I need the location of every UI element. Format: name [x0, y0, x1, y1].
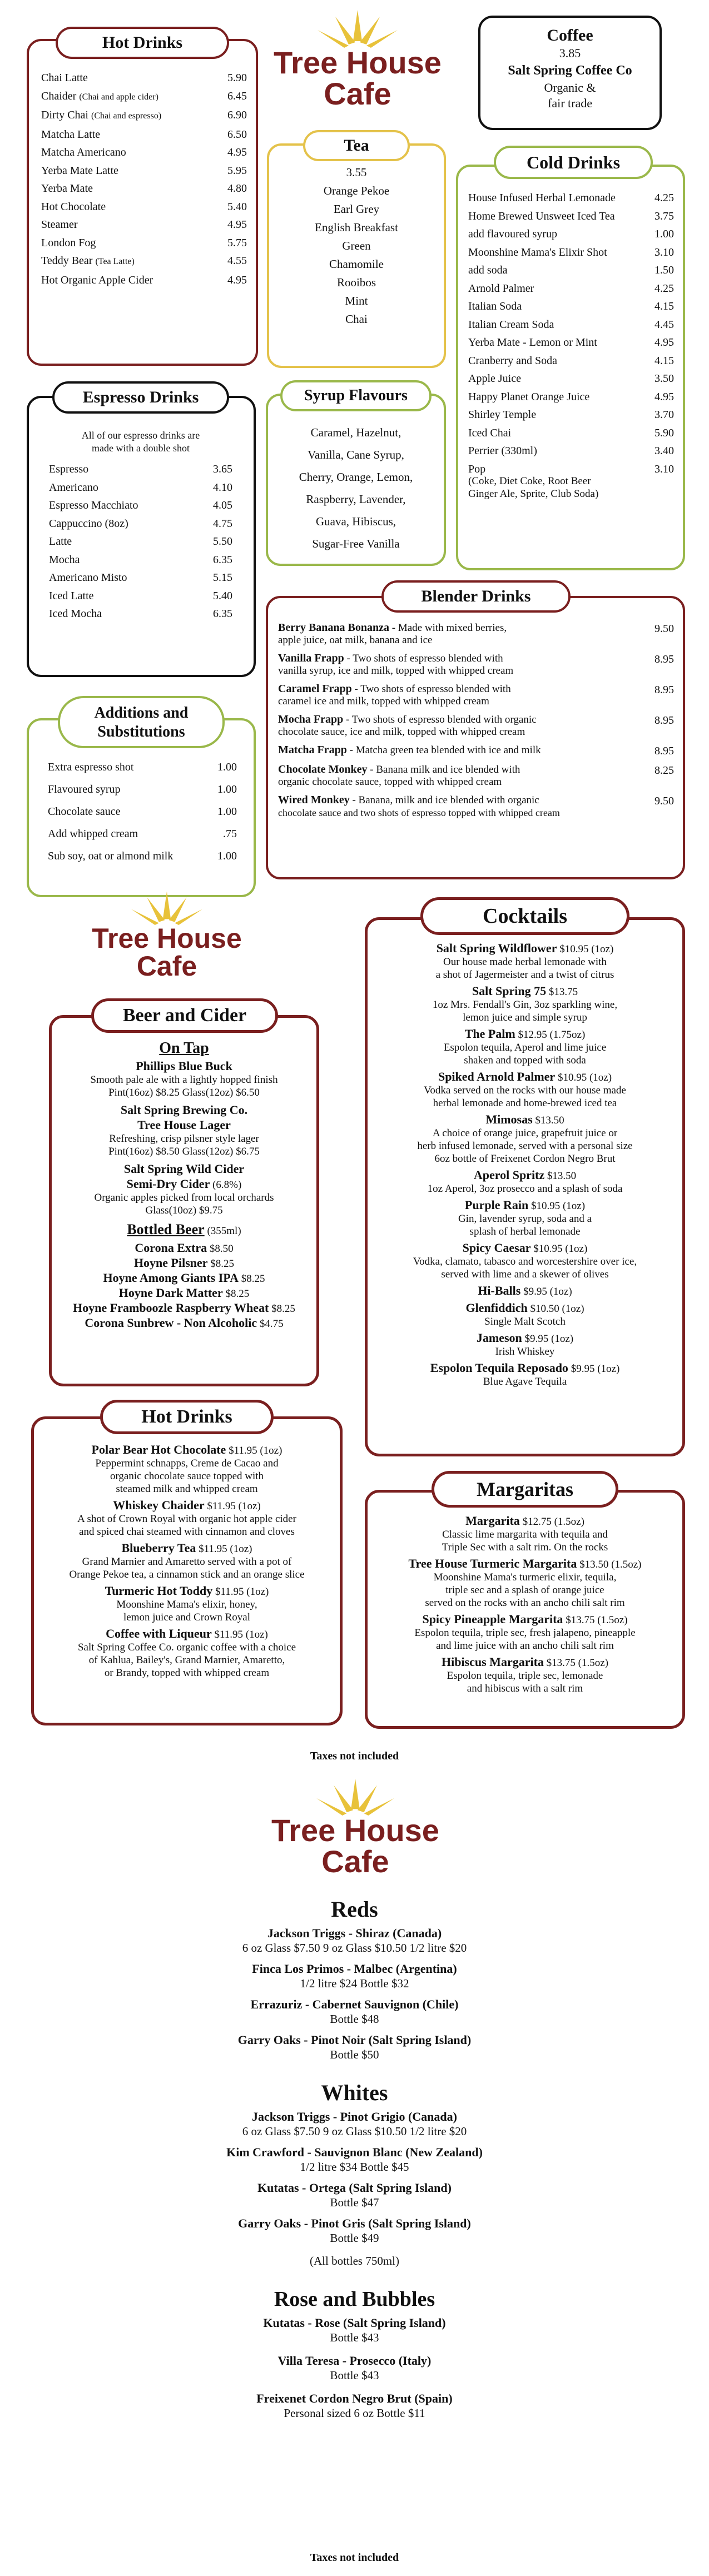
menu-item: Caramel Frapp - Two shots of espresso blended with caramel ice and milk, topped with whipped cream 8.95	[278, 683, 674, 707]
hot-cocktails-title: Hot Drinks	[100, 1400, 274, 1434]
menu-item: Matcha Frapp - Matcha green tea blended with ice and milk 8.95	[278, 744, 674, 757]
menu-item: Pop 3.10	[468, 463, 674, 475]
menu-item: Teddy Bear (Tea Latte) 4.55	[41, 255, 247, 267]
menu-item: Turmeric Hot Toddy $11.95 (1oz) Moonshine Mama's elixir, honey, lemon juice and Crown Royal	[105, 1584, 269, 1623]
menu-item: Add whipped cream .75	[48, 828, 237, 840]
menu-item: Yerba Mate 4.80	[41, 182, 247, 195]
wine-item: Errazuriz - Cabernet Sauvignon (Chile) Bottle $48	[250, 1997, 459, 2026]
tea-list: 3.55 Orange Pekoe Earl Grey English Breakfast Green Chamomile Rooibos Mint Chai	[315, 166, 398, 326]
menu-item: Matcha Americano 4.95	[41, 146, 247, 158]
menu-item: Chaider (Chai and apple cider) 6.45	[41, 89, 247, 102]
pop-note: (Coke, Diet Coke, Root Beer Ginger Ale, Sprite, Club Soda)	[468, 475, 599, 500]
menu-item: add flavoured syrup 1.00	[468, 228, 674, 240]
sun-icon	[300, 1777, 411, 1816]
menu-item: Italian Cream Soda 4.45	[468, 318, 674, 331]
menu-item: Margarita $12.75 (1.5oz) Classic lime margarita with tequila and Triple Sec with a salt rim. On the rocks	[442, 1514, 608, 1553]
wine-item: Jackson Triggs - Shiraz (Canada) 6 oz Glass $7.50 9 oz Glass $10.50 1/2 litre $20	[242, 1926, 467, 1955]
menu-item: add soda 1.50	[468, 264, 674, 276]
espresso-title: Espresso Drinks	[52, 381, 229, 414]
wine-item: Garry Oaks - Pinot Noir (Salt Spring Island) Bottle $50	[237, 2033, 472, 2061]
menu-item: Hi-Balls $9.95 (1oz)	[478, 1284, 572, 1297]
menu-item: Berry Banana Bonanza - Made with mixed berries, apple juice, oat milk, banana and ice 9.50	[278, 621, 674, 646]
wine-item: Freixenet Cordon Negro Brut (Spain) Personal sized 6 oz Bottle $11	[256, 2391, 453, 2420]
wine-item: Finca Los Primos - Malbec (Argentina) 1/2 litre $24 Bottle $32	[252, 1962, 457, 1990]
menu-item: Vanilla Frapp - Two shots of espresso blended with vanilla syrup, ice and milk, topped with whipped cream 8.95	[278, 652, 674, 677]
menu-item: Mocha 6.35	[49, 553, 232, 566]
menu-item: London Fog 5.75	[41, 236, 247, 249]
additions-list	[48, 756, 237, 867]
menu-item: Cranberry and Soda 4.15	[468, 354, 674, 367]
beer-list: On Tap Phillips Blue Buck Smooth pale ale with a lightly hopped finish Pint(16oz) $8.25 Glass(12oz) $6.50 Salt Spring Brewing Co. Tree House Lager Refreshing, crisp pilsner style lager Pint(16oz) $8.50 Glass(12oz) $6.75 Salt Spring Wild Cider Semi-Dry Cider (6.8%) Organic apples picked from local orchards Glass(10oz) $9.75 Bottled Beer (355ml) Corona Extra $8.50 Hoyne Pilsner $8.25 Hoyne Among Giants IPA $8.25 Hoyne Dark Matter $8.25 Hoyne Framboozle Raspberry Wheat $8.25 Corona Sunbrew - Non Alcoholic $4.75	[73, 1040, 295, 1330]
menu-item: Glenfiddich $10.50 (1oz) Single Malt Scotch	[465, 1301, 584, 1327]
coffee-content: Coffee 3.85 Salt Spring Coffee Co Organic & fair trade	[508, 26, 632, 110]
reds-heading: Reds	[331, 1897, 378, 1922]
hot-cocktails-list	[31, 1442, 343, 1679]
menu-item: Happy Planet Orange Juice 4.95	[468, 390, 674, 403]
rose-heading: Rose and Bubbles	[274, 2287, 435, 2311]
menu-item: Coffee with Liqueur $11.95 (1oz) Salt Spring Coffee Co. organic coffee with a choice of Kahlua, Bailey's, Grand Marnier, Amaretto, or Brandy, topped with whipped cream	[77, 1627, 296, 1679]
wine-list	[0, 1893, 709, 2421]
blender-title: Blender Drinks	[381, 580, 571, 613]
tree-house-logo: Tree House Cafe	[266, 8, 449, 110]
menu-item: Salt Spring 75 $13.75 1oz Mrs. Fendall's Gin, 3oz sparkling wine, lemon juice and simple syrup	[432, 984, 618, 1023]
menu-item: Americano 4.10	[49, 481, 232, 494]
whites-heading: Whites	[321, 2080, 388, 2105]
sun-icon	[117, 889, 217, 925]
beer-title: Beer and Cider	[91, 998, 278, 1033]
menu-item: Wired Monkey - Banana, milk and ice blended with organic chocolate sauce and two shots of espresso topped with whipped cream 9.50	[278, 794, 674, 818]
margaritas-title: Margaritas	[432, 1471, 618, 1508]
menu-item: Chocolate sauce 1.00	[48, 805, 237, 818]
menu-item: Chai Latte 5.90	[41, 72, 247, 84]
menu-item: Iced Mocha 6.35	[49, 608, 232, 620]
menu-item: Apple Juice 3.50	[468, 372, 674, 385]
blender-list	[278, 621, 674, 819]
menu-item: Jameson $9.95 (1oz) Irish Whiskey	[476, 1331, 574, 1357]
menu-item: Spicy Caesar $10.95 (1oz) Vodka, clamato, tabasco and worcestershire over ice, served with lime and a skewer of olives	[413, 1241, 637, 1280]
menu-item: Arnold Palmer 4.25	[468, 282, 674, 295]
menu-item: Spicy Pineapple Margarita $13.75 (1.5oz) Espolon tequila, triple sec, fresh jalapeno, pineapple and lime juice with an ancho chili salt rim	[414, 1612, 636, 1652]
menu-item: Dirty Chai (Chai and espresso) 6.90	[41, 109, 247, 121]
cocktails-list	[365, 941, 685, 1388]
menu-item: Extra espresso shot 1.00	[48, 761, 237, 773]
taxes-note: Taxes not included	[310, 1750, 399, 1762]
tree-house-logo-2: Tree House Cafe	[83, 889, 250, 980]
menu-item: Salt Spring Wildflower $10.95 (1oz) Our house made herbal lemonade with a shot of Jagermeister and a twist of citrus	[435, 941, 614, 981]
menu-item: Aperol Spritz $13.50 1oz Aperol, 3oz prosecco and a splash of soda	[427, 1168, 623, 1195]
margaritas-list	[365, 1513, 685, 1695]
menu-item: Iced Latte 5.40	[49, 589, 232, 602]
all-bottles-note: (All bottles 750ml)	[310, 2254, 399, 2267]
wine-item: Kutatas - Ortega (Salt Spring Island) Bottle $47	[257, 2181, 452, 2209]
menu-item: Espresso Macchiato 4.05	[49, 499, 232, 511]
menu-item: Perrier (330ml) 3.40	[468, 445, 674, 457]
cocktails-title: Cocktails	[420, 897, 629, 935]
menu-item: Blueberry Tea $11.95 (1oz) Grand Marnier and Amaretto served with a pot of Orange Pekoe tea, a cinnamon stick and an orange slice	[69, 1541, 305, 1580]
menu-item: Italian Soda 4.15	[468, 300, 674, 312]
tea-title: Tea	[303, 130, 410, 161]
menu-item: Polar Bear Hot Chocolate $11.95 (1oz) Peppermint schnapps, Creme de Cacao and organic chocolate sauce topped with steamed milk and whipped cream	[91, 1443, 282, 1495]
sun-icon	[302, 8, 413, 48]
menu-item: Home Brewed Unsweet Iced Tea 3.75	[468, 210, 674, 222]
menu-item: Matcha Latte 6.50	[41, 128, 247, 141]
wine-item: Villa Teresa - Prosecco (Italy) Bottle $43	[277, 2354, 432, 2382]
menu-item: Mimosas $13.50 A choice of orange juice, grapefruit juice or herb infused lemonade, served with a personal size 6oz bottle of Freixenet Cordon Negro Brut	[417, 1112, 633, 1165]
menu-item: Yerba Mate Latte 5.95	[41, 164, 247, 177]
menu-item: Moonshine Mama's Elixir Shot 3.10	[468, 246, 674, 258]
menu-item: Whiskey Chaider $11.95 (1oz) A shot of Crown Royal with organic hot apple cider and spiced chai steamed with cinnamon and cloves	[77, 1498, 296, 1538]
menu-item: Hot Organic Apple Cider 4.95	[41, 273, 247, 286]
menu-item: Sub soy, oat or almond milk 1.00	[48, 850, 237, 862]
menu-item: Latte 5.50	[49, 535, 232, 548]
menu-item: Steamer 4.95	[41, 218, 247, 231]
wine-item: Garry Oaks - Pinot Gris (Salt Spring Island) Bottle $49	[238, 2216, 471, 2245]
menu-item: Hot Chocolate 5.40	[41, 200, 247, 213]
menu-item: Americano Misto 5.15	[49, 571, 232, 584]
menu-item: Espolon Tequila Reposado $9.95 (1oz) Blue Agave Tequila	[430, 1361, 620, 1388]
menu-item: Chocolate Monkey - Banana milk and ice blended with organic chocolate sauce, topped with whipped cream 8.25	[278, 763, 674, 788]
menu-item: Espresso 3.65	[49, 463, 232, 475]
tree-house-logo-3: Tree House Cafe	[264, 1777, 447, 1877]
menu-item: Iced Chai 5.90	[468, 426, 674, 439]
menu-item: Shirley Temple 3.70	[468, 409, 674, 421]
syrup-list: Caramel, Hazelnut, Vanilla, Cane Syrup, Cherry, Orange, Lemon, Raspberry, Lavender, Guava, Hibiscus, Sugar-Free Vanilla	[299, 426, 413, 550]
hot-drinks-list	[41, 69, 247, 289]
taxes-note-2: Taxes not included	[310, 2552, 399, 2564]
menu-item: Spiked Arnold Palmer $10.95 (1oz) Vodka served on the rocks with our house made herbal lemonade and home-brewed iced tea	[424, 1070, 626, 1109]
wine-item: Jackson Triggs - Pinot Grigio (Canada) 6 oz Glass $7.50 9 oz Glass $10.50 1/2 litre $20	[242, 2110, 467, 2138]
menu-item: Cappuccino (8oz) 4.75	[49, 517, 232, 530]
hot-drinks-title: Hot Drinks	[56, 27, 229, 59]
menu-item: Hibiscus Margarita $13.75 (1.5oz) Espolon tequila, triple sec, lemonade and hibiscus with a salt rim	[441, 1655, 609, 1694]
cold-drinks-title: Cold Drinks	[494, 146, 653, 179]
menu-item: Purple Rain $10.95 (1oz) Gin, lavender syrup, soda and a splash of herbal lemonade	[458, 1198, 592, 1237]
espresso-list: All of our espresso drinks are made with a double shot Espresso 3.65 Americano 4.10 Espresso Macchiato 4.05 Cappuccino (8oz) 4.75 Latte 5.50 Mocha 6.35 Americano Misto 5.15 Iced Latte 5.40 Iced Mocha 6.35	[49, 429, 232, 623]
menu-item: House Infused Herbal Lemonade 4.25	[468, 192, 674, 204]
menu-item: Flavoured syrup 1.00	[48, 783, 237, 795]
menu-item: Tree House Turmeric Margarita $13.50 (1.5oz) Moonshine Mama's turmeric elixir, tequila, triple sec and a splash of orange juice served on the rocks with an ancho chili salt rim	[408, 1556, 642, 1609]
menu-item: The Palm $12.95 (1.75oz) Espolon tequila, Aperol and lime juice shaken and topped with soda	[443, 1027, 607, 1066]
additions-title: Additions and Substitutions	[58, 696, 225, 748]
menu-item: Mocha Frapp - Two shots of espresso blended with organic chocolate sauce, ice and milk, topped with whipped cream 8.95	[278, 713, 674, 738]
wine-item: Kutatas - Rose (Salt Spring Island) Bottle $43	[263, 2316, 446, 2344]
cold-drinks-list	[468, 189, 674, 500]
syrup-title: Syrup Flavours	[280, 380, 432, 411]
menu-item: Yerba Mate - Lemon or Mint 4.95	[468, 336, 674, 349]
wine-item: Kim Crawford - Sauvignon Blanc (New Zealand) 1/2 litre $34 Bottle $45	[226, 2145, 483, 2174]
